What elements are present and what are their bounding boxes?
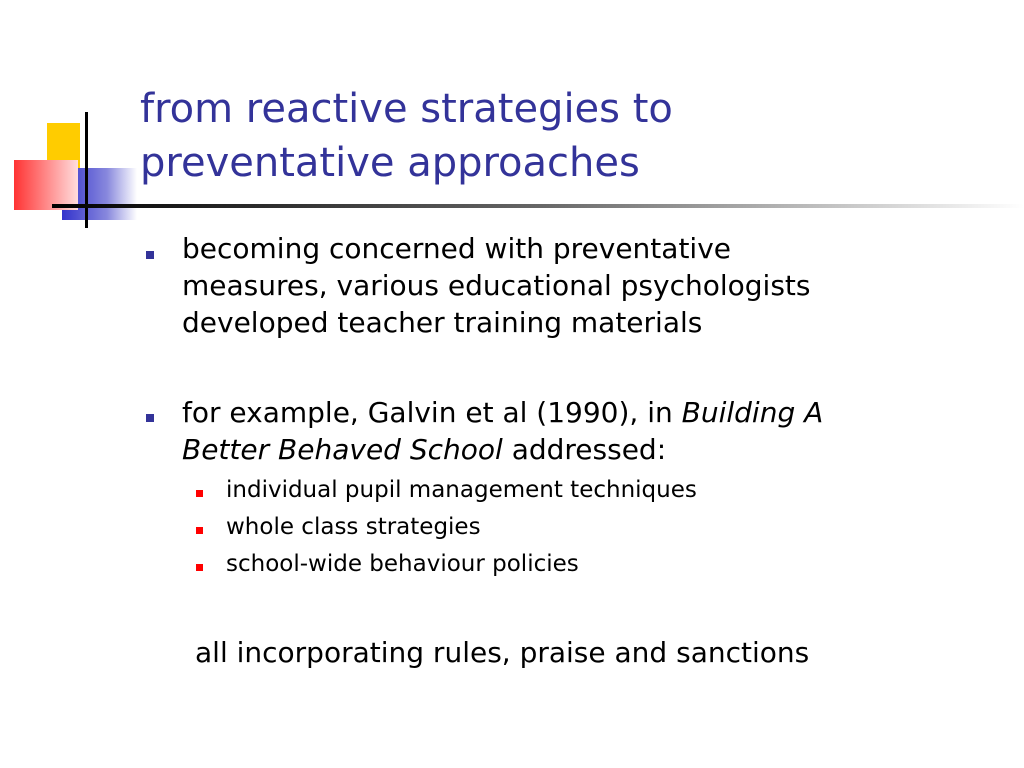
- bullet-2-suffix: addressed:: [502, 433, 667, 466]
- bullet-1-line-1: becoming concerned with preventative: [182, 232, 731, 265]
- bullet-2-line-2: [182, 431, 992, 468]
- bullet-2-line-1: [182, 394, 992, 431]
- bullet-marker-2: [146, 414, 154, 422]
- sub-bullet-marker-3: [196, 564, 203, 571]
- sub-bullet-marker-1: [196, 490, 203, 497]
- sub-item-2: whole class strategies: [226, 514, 481, 540]
- book-title-part-1: Building A: [681, 396, 824, 429]
- bullet-1-line-3: developed teacher training materials: [182, 306, 703, 339]
- slide-title-line-1: from reactive strategies to: [140, 86, 673, 132]
- closing-statement: all incorporating rules, praise and sanctions: [195, 636, 810, 669]
- sub-item-3: school-wide behaviour policies: [226, 551, 579, 577]
- bullet-1-line-2: measures, various educational psychologists: [182, 269, 811, 302]
- sub-item-1: individual pupil management techniques: [226, 477, 697, 503]
- slide-title-line-2: preventative approaches: [140, 140, 640, 186]
- bullet-item-1: [182, 230, 992, 341]
- sub-bullet-marker-2: [196, 527, 203, 534]
- bullet-2-prefix: for example, Galvin et al (1990), in: [182, 396, 682, 429]
- bullet-marker-1: [146, 251, 154, 259]
- book-title-part-2: Better Behaved School: [182, 433, 503, 466]
- bullet-item-2: [182, 394, 992, 468]
